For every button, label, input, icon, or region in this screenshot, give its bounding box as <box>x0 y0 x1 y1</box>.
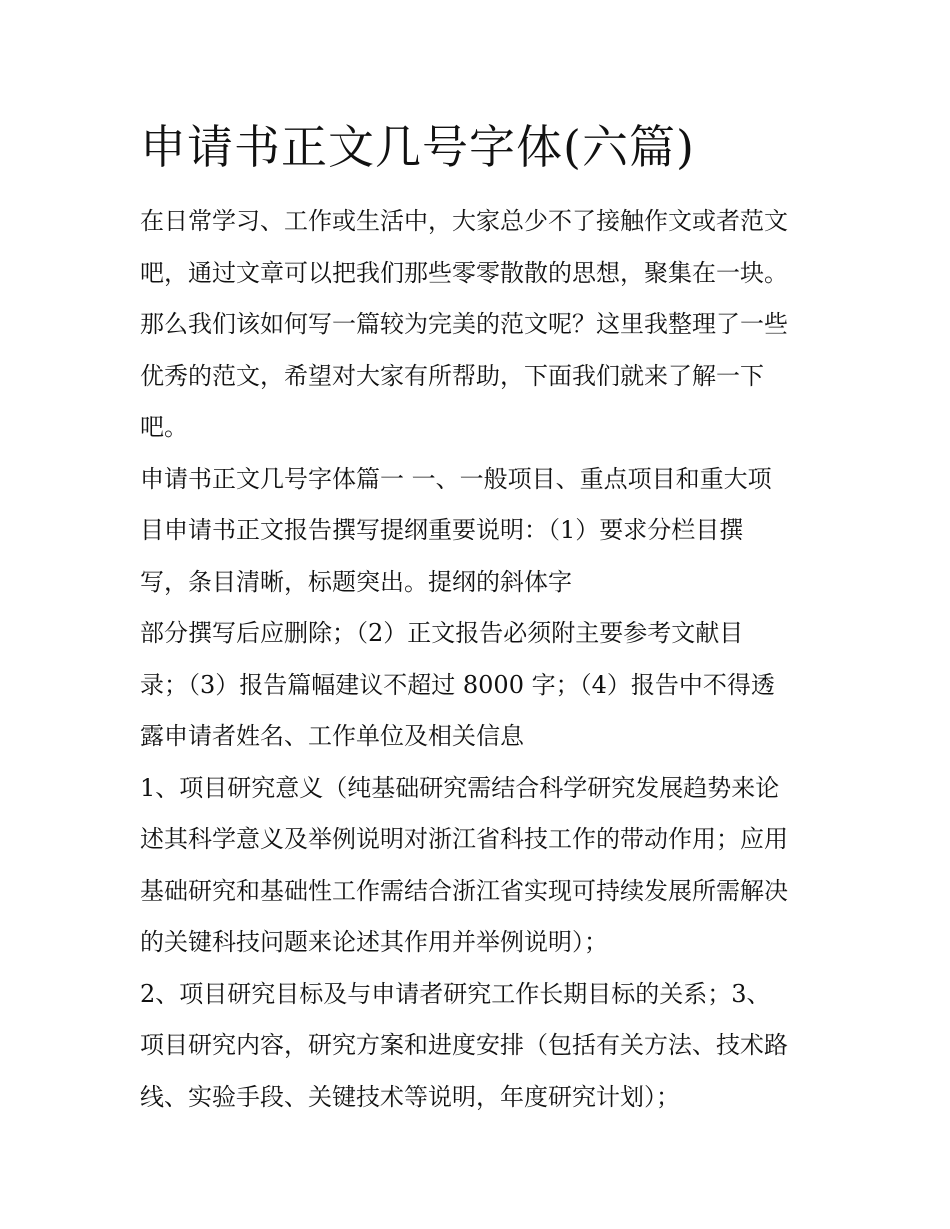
body-line: 2、项目研究目标及与申请者研究工作长期目标的关系；3、 <box>140 979 771 1008</box>
body-line: 写，条目清晰，标题突出。提纲的斜体字 <box>140 567 572 596</box>
body-line: 线、实验手段、关键技术等说明，年度研究计划）； <box>140 1082 680 1111</box>
body-line: 项目研究内容，研究方案和进度安排（包括有关方法、技术路 <box>140 1031 788 1059</box>
body-line: 基础研究和基础性工作需结合浙江省实现可持续发展所需解决 <box>140 876 788 905</box>
document-body <box>140 196 820 1123</box>
body-line: 部分撰写后应删除；（2）正文报告必须附主要参考文献目 <box>140 619 744 647</box>
body-line: 吧。 <box>140 413 188 441</box>
body-line: 录；（3）报告篇幅建议不超过 8000 字；（4）报告中不得透 <box>140 670 775 699</box>
document-title: 申请书正文几号字体(六篇) <box>140 120 695 174</box>
body-line: 1、项目研究意义（纯基础研究需结合科学研究发展趋势来论 <box>140 773 780 802</box>
body-line: 在日常学习、工作或生活中，大家总少不了接触作文或者范文 <box>140 207 788 235</box>
body-line: 申请书正文几号字体篇一 一、一般项目、重点项目和重大项 <box>140 464 772 493</box>
body-line: 的关键科技问题来论述其作用并举例说明）； <box>140 928 608 956</box>
body-line: 露申请者姓名、工作单位及相关信息 <box>140 722 524 750</box>
body-line: 优秀的范文，希望对大家有所帮助，下面我们就来了解一下 <box>140 361 764 390</box>
body-line: 述其科学意义及举例说明对浙江省科技工作的带动作用；应用 <box>140 825 788 853</box>
body-line: 那么我们该如何写一篇较为完美的范文呢？这里我整理了一些 <box>140 310 788 338</box>
body-line: 吧，通过文章可以把我们那些零零散散的思想，聚集在一块。 <box>140 258 788 287</box>
body-line: 目申请书正文报告撰写提纲重要说明：（1）要求分栏目撰 <box>140 516 744 544</box>
